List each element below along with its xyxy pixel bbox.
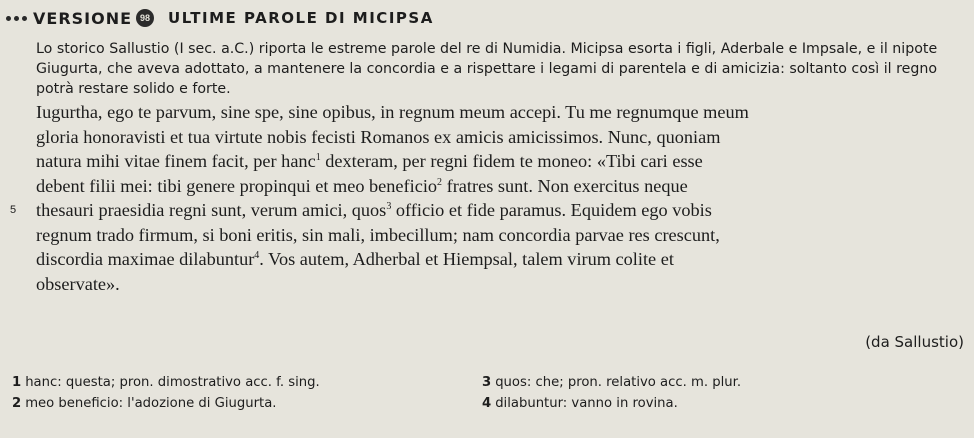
latin-line: 5 thesauri praesidia regni sunt, verum amici, quos$^3$ officio et fide paramus. Equidem ego vobis bbox=[36, 198, 956, 223]
latin-line: Iugurtha, ego te parvum, sine spe, sine opibus, in regnum meum accepi. Tu me regnumque meum bbox=[36, 102, 749, 122]
footnote-ref: 4 bbox=[254, 249, 260, 261]
exercise-number-badge: 98 bbox=[136, 9, 154, 27]
bullet-dots-icon bbox=[6, 16, 27, 21]
footnote: 4 dilabuntur: vanno in rovina. bbox=[482, 396, 678, 411]
footnote-ref: 3 bbox=[386, 200, 392, 212]
section-label: VERSIONE bbox=[33, 8, 133, 28]
footnotes bbox=[12, 372, 962, 414]
footnote-row bbox=[12, 393, 962, 414]
footnote: 2 meo beneficio: l'adozione di Giugurta. bbox=[12, 396, 277, 411]
latin-line: gloria honoravisti et tua virtute nobis fecisti Romanos ex amicis amicissimos. Nunc, quoniam bbox=[36, 126, 721, 147]
line-number: 5 bbox=[10, 204, 17, 216]
intro-paragraph bbox=[36, 39, 956, 99]
intro-text: Lo storico Sallustio (I sec. a.C.) riporta le estreme parole del re di Numidia. Micipsa esorta i figli, Aderbale e Impsale, e il nipote Giugurta, che aveva adottato, a mantenere la concordia e a rispettare i legami di parentela e di amicizia: soltanto così il regno potrà restare solido e forte. bbox=[36, 41, 938, 97]
footnote-ref: 2 bbox=[437, 176, 443, 188]
latin-line: natura mihi vitae finem facit, per hanc$^1$ dexteram, per regni fidem te moneo: «Tibi cari esse bbox=[36, 151, 703, 171]
latin-line: discordia maximae dilabuntur$^4$. Vos autem, Adherbal et Hiempsal, talem virum colite et bbox=[36, 249, 674, 269]
footnote: 3 quos: che; pron. relativo acc. m. plur. bbox=[482, 375, 742, 390]
footnote-ref: 1 bbox=[315, 151, 321, 163]
latin-line: debent filii mei: tibi genere propinqui et meo beneficio$^2$ fratres sunt. Non exercitus neque bbox=[36, 175, 688, 196]
source-attribution: (da Sallustio) bbox=[865, 333, 964, 351]
exercise-header bbox=[6, 6, 434, 30]
footnote-row bbox=[12, 372, 962, 393]
latin-passage bbox=[10, 100, 956, 296]
footnote: 1 hanc: questa; pron. dimostrativo acc. f. sing. bbox=[12, 375, 320, 390]
latin-line: regnum trado firmum, si boni eritis, sin mali, imbecillum; nam concordia parvae res crescunt, bbox=[36, 224, 720, 245]
latin-line: observate». bbox=[36, 273, 120, 294]
exercise-title: ULTIME PAROLE DI MICIPSA bbox=[168, 9, 434, 27]
